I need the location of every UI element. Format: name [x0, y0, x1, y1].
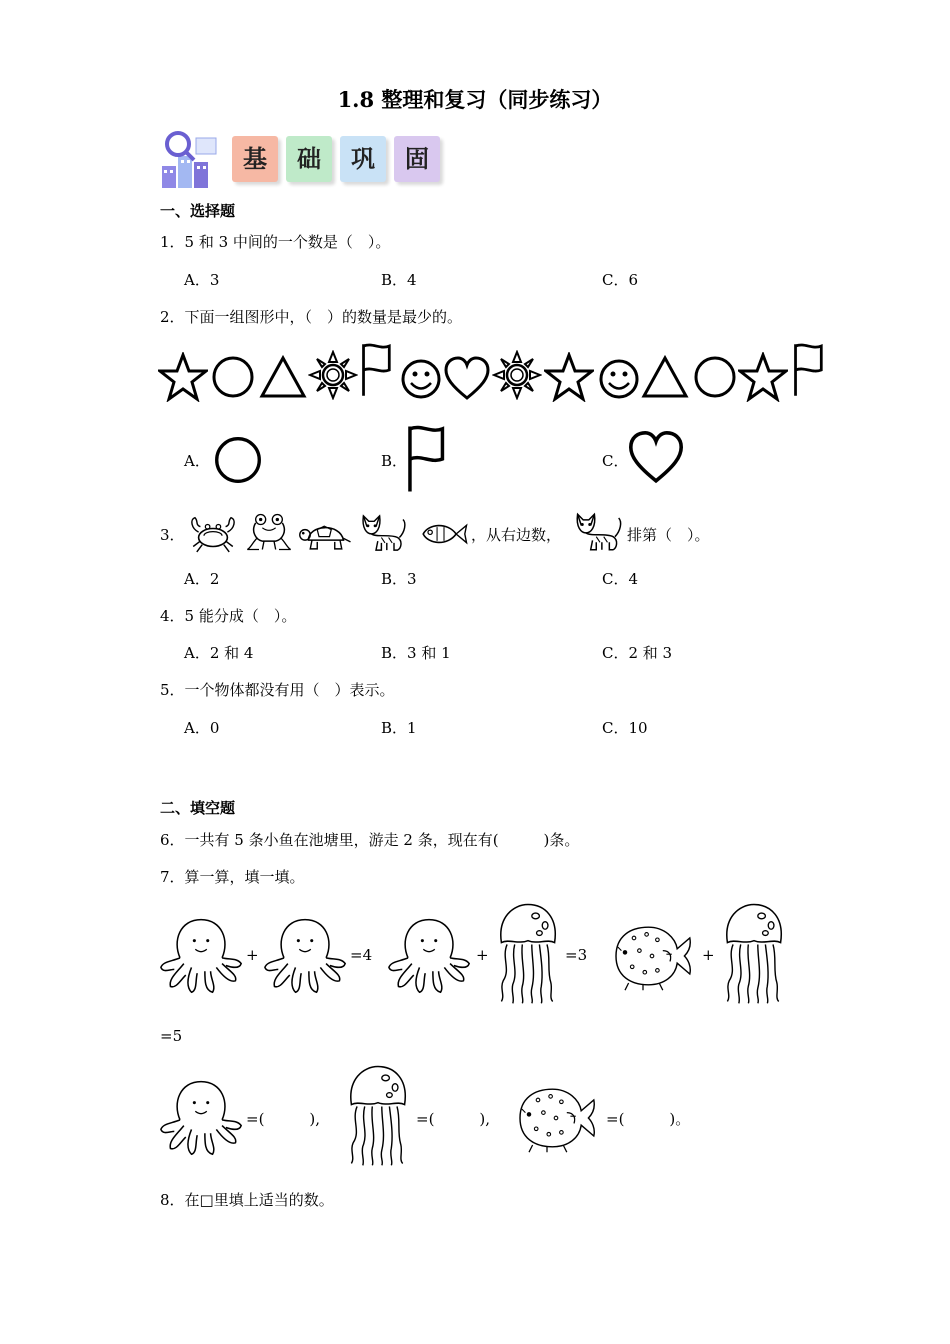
fish-icon	[423, 525, 466, 542]
option-b[interactable]: B．4	[381, 271, 417, 289]
jellyfish-icon	[716, 900, 792, 1006]
section-heading: 一、选择题	[160, 202, 236, 220]
question-7: 7．算一算，填一填。	[160, 868, 305, 886]
pufferfish-icon	[508, 1082, 604, 1154]
section-heading: 二、填空题	[160, 799, 236, 817]
option-c[interactable]: C．6	[602, 271, 639, 289]
answer-pufferfish[interactable]: =( )。	[606, 1110, 691, 1128]
plus-sign: +	[476, 946, 489, 964]
option-c[interactable]: C．2 和 3	[602, 644, 673, 662]
turtle-icon	[300, 526, 351, 549]
star-icon	[740, 355, 786, 399]
sun-icon	[310, 352, 356, 398]
question-3-prefix: 3．	[160, 526, 185, 544]
cat-icon	[363, 516, 405, 550]
option-b[interactable]: B．1	[381, 719, 417, 737]
option-a[interactable]: A．2 和 4	[184, 644, 254, 662]
banner-tile: 基	[232, 136, 278, 182]
equals-5: =5	[160, 1027, 183, 1045]
banner-tile: 固	[394, 136, 440, 182]
equals-4: =4	[350, 946, 373, 964]
option-b[interactable]: B．3	[381, 570, 417, 588]
octopus-icon	[386, 912, 474, 998]
jellyfish-icon	[340, 1062, 416, 1168]
option-a[interactable]: A．	[184, 452, 210, 470]
octopus-icon	[262, 912, 350, 998]
option-a[interactable]: A．2	[184, 570, 220, 588]
animal-row	[186, 508, 486, 558]
option-c[interactable]: C．10	[602, 719, 648, 737]
star-icon	[546, 355, 592, 399]
plus-sign: +	[246, 946, 259, 964]
question-1: 1．5 和 3 中间的一个数是（ ）。	[160, 233, 391, 251]
star-icon	[160, 355, 206, 399]
question-3-suffix: 排第（ ）。	[627, 526, 710, 544]
pufferfish-icon	[604, 920, 700, 992]
crab-icon	[192, 518, 234, 552]
smiley-icon	[403, 361, 439, 397]
question-3-middle: ，从右边数，	[471, 526, 562, 544]
banner-tile: 巩	[340, 136, 386, 182]
question-8: 8．在□里填上适当的数。	[160, 1191, 334, 1209]
option-c[interactable]: C．4	[602, 570, 639, 588]
section-banner	[160, 128, 460, 190]
option-a[interactable]: A．3	[184, 271, 220, 289]
question-5: 5．一个物体都没有用（ ）表示。	[160, 681, 395, 699]
circle-icon	[696, 358, 734, 396]
question-6: 6．一共有 5 条小鱼在池塘里，游走 2 条，现在有( )条。	[160, 831, 580, 849]
circle-icon	[214, 358, 252, 396]
answer-octopus[interactable]: =( ),	[246, 1110, 321, 1128]
answer-jellyfish[interactable]: =( ),	[416, 1110, 491, 1128]
sun-icon	[494, 352, 540, 398]
shape-sequence	[158, 342, 828, 404]
triangle-icon	[262, 358, 304, 396]
cat-icon	[572, 508, 628, 556]
option-b[interactable]: B．	[381, 452, 408, 470]
jellyfish-icon	[490, 900, 566, 1006]
banner-tile: 础	[286, 136, 332, 182]
octopus-icon	[158, 1074, 246, 1160]
smiley-icon	[601, 361, 637, 397]
heart-icon	[446, 358, 488, 398]
option-b[interactable]: B．3 和 1	[381, 644, 451, 662]
question-2: 2．下面一组图形中，（ ）的数量是最少的。	[160, 308, 463, 326]
equals-3: =3	[565, 946, 588, 964]
page-title: 1.8 整理和复习（同步练习）	[337, 87, 613, 112]
frog-icon	[247, 515, 290, 550]
option-a[interactable]: A．0	[184, 719, 220, 737]
circle-option-icon[interactable]	[210, 432, 266, 488]
triangle-icon	[644, 358, 686, 396]
question-4: 4．5 能分成（ ）。	[160, 607, 297, 625]
flag-icon	[796, 344, 822, 396]
flag-icon	[364, 344, 390, 396]
magnifier-buildings-icon	[160, 128, 222, 190]
heart-option-icon[interactable]	[626, 428, 686, 488]
plus-sign: +	[702, 946, 715, 964]
flag-option-icon[interactable]	[403, 420, 461, 500]
option-c[interactable]: C．	[602, 452, 629, 470]
octopus-icon	[158, 912, 246, 998]
